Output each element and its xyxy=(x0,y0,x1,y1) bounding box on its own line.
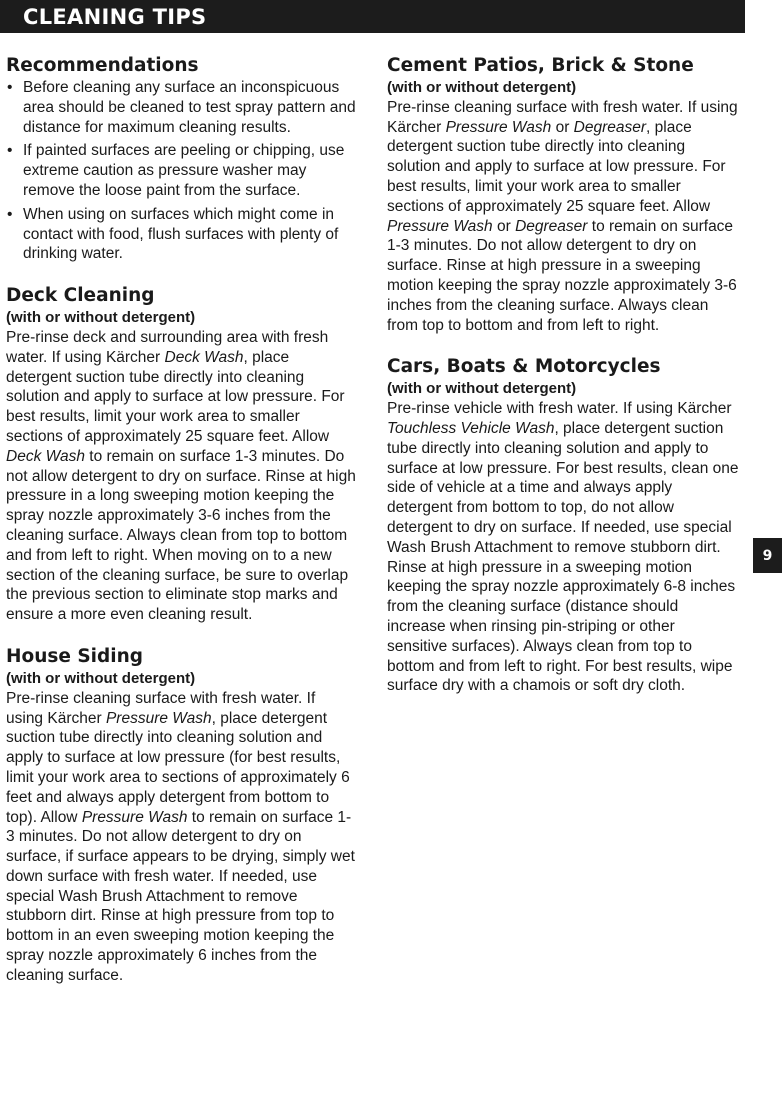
right-column xyxy=(387,54,739,716)
recommendations-section xyxy=(6,54,356,264)
product-name: Touchless Vehicle Wash xyxy=(387,419,555,437)
product-name: Pressure Wash xyxy=(105,709,212,727)
page-number-tab: 9 xyxy=(753,538,782,573)
deck-cleaning-heading: Deck Cleaning xyxy=(6,285,155,307)
house-siding-body: Pre-rinse cleaning surface with fresh water. If using Kärcher Pressure Wash, place detergent suction tube directly into cleaning solution and apply to surface at low pressure (for best results, limit your work area to sections of approximately 6 feet and always apply detergent from bottom to top). Allow Pressure Wash to remain on surface 1-3 minutes. Do not allow detergent to dry on surface, if surface appears to be drying, simply wet down surface with fresh water. If needed, use special Wash Brush Attachment to remove stubborn dirt. Rinse at high pressure from top to bottom in an even sweeping motion keeping the spray nozzle approximately 6 inches from the cleaning surface. xyxy=(6,689,355,984)
recommendations-list xyxy=(6,78,356,264)
cars-subheading: (with or without detergent) xyxy=(387,380,577,398)
page-title: CLEANING TIPS xyxy=(23,5,207,29)
house-siding-section xyxy=(6,645,356,986)
list-item: • When using on surfaces which might come in contact with food, flush surfaces with plenty of drinking water. xyxy=(6,205,356,264)
recommendations-heading: Recommendations xyxy=(6,55,199,76)
cement-heading: Cement Patios, Brick & Stone xyxy=(387,55,694,76)
deck-cleaning-section xyxy=(6,284,356,625)
cement-body: Pre-rinse cleaning surface with fresh water. If using Kärcher Pressure Wash or Degreaser, place detergent suction tube directly into cleaning solution and apply to surface at low pressure. For best results, limit your work area to smaller sections of approximately 25 square feet. Allow Pressure Wash or Degreaser to remain on surface 1-3 minutes. Do not allow detergent to dry on surface. Rinse at high pressure in a sweeping motion keeping the spray nozzle approximately 3-6 inches from the cleaning surface. Always clean from top to bottom and from left to right. xyxy=(387,98,738,334)
product-name: Degreaser xyxy=(573,118,647,136)
list-item: • If painted surfaces are peeling or chipping, use extreme caution as pressure washer may remove the loose paint from the surface. xyxy=(6,141,356,200)
deck-cleaning-subheading: (with or without detergent) xyxy=(6,309,196,327)
product-name: Deck Wash xyxy=(164,348,244,366)
cement-subheading: (with or without detergent) xyxy=(387,79,577,96)
section-banner xyxy=(0,0,745,33)
product-name: Deck Wash xyxy=(6,447,85,465)
product-name: Pressure Wash xyxy=(81,808,188,826)
cars-body: Pre-rinse vehicle with fresh water. If using Kärcher Touchless Vehicle Wash, place detergent suction tube directly into cleaning solution and apply to surface at low pressure. For best results, clean one side of vehicle at a time and always apply detergent from bottom to top, do not allow detergent to dry on surface. If needed, use special Wash Brush Attachment to remove stubborn dirt. Rinse at high pressure in a sweeping motion keeping the spray nozzle approximately 6-8 inches from the cleaning surface (distance should increase when rinsing pin-striping or other sensitive surfaces). Always clean from top to bottom and from left to right. For best results, wipe surface dry with a chamois or soft dry cloth. xyxy=(387,400,739,695)
product-name: Pressure Wash xyxy=(445,118,552,136)
cars-section xyxy=(387,355,739,696)
product-name: Degreaser xyxy=(515,217,588,235)
product-name: Pressure Wash xyxy=(387,217,493,235)
deck-cleaning-body: Pre-rinse deck and surrounding area with fresh water. If using Kärcher Deck Wash, place detergent suction tube directly into cleaning solution and apply to surface at low pressure. For best results, limit your work area to smaller sections of approximately 25 square feet. Allow Deck Wash to remain on surface 1-3 minutes. Do not allow detergent to dry on surface. Rinse at high pressure in a long sweeping motion keeping the spray nozzle approximately 3-6 inches from the cleaning surface. Always clean from top to bottom and from left to right. When moving on to a new section of the cleaning surface, be sure to overlap the previous section to eliminate stop marks and ensure a more even cleaning result. xyxy=(6,328,356,624)
house-siding-subheading: (with or without detergent) xyxy=(6,669,196,687)
cement-section xyxy=(387,54,739,335)
left-column xyxy=(6,54,356,1006)
cars-heading: Cars, Boats & Motorcycles xyxy=(387,356,661,378)
list-item: • Before cleaning any surface an inconspicuous area should be cleaned to test spray pattern and distance for maximum cleaning results. xyxy=(6,78,356,137)
house-siding-heading: House Siding xyxy=(6,645,144,667)
